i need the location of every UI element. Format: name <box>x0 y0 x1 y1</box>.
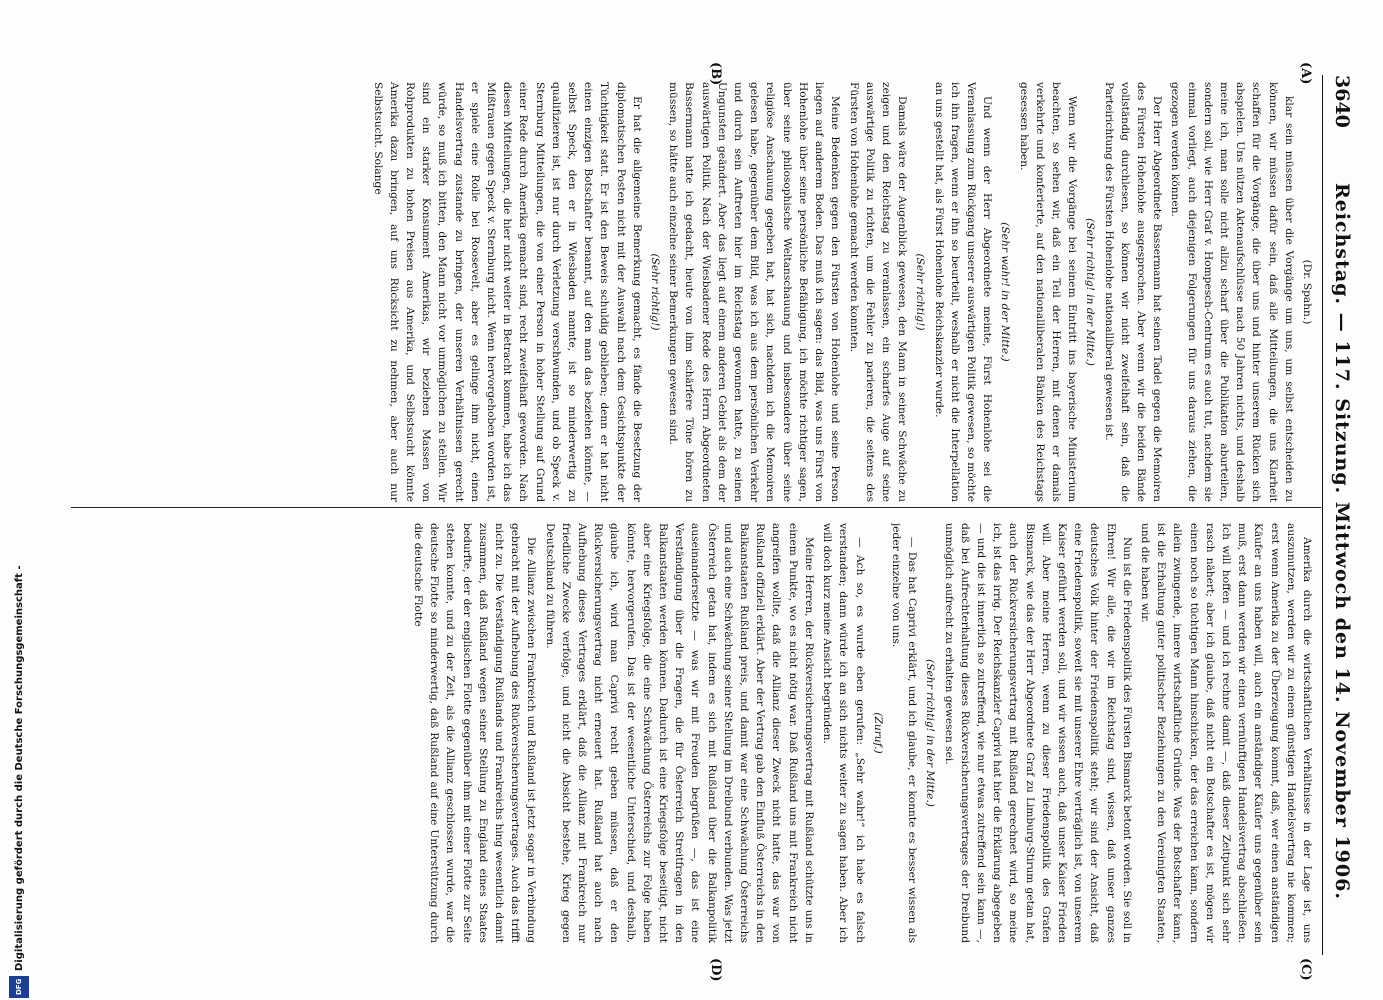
paragraph: Der Herr Abgeordnete Bassermann hat seinen Tadel gegen die Memoiren des Fürsten Hohenlohe ausgesprochen. Aber wenn wir die beiden Bände vollständig durchlesen, so können wir nicht zweifelhaft sein, daß die Parteirichtung des Fürsten Hohenlohe nationalliberal gewesen ist. <box>1102 82 1164 502</box>
paragraph: Und wenn der Herr Abgeordnete meinte, Fürst Hohenlohe sei die Veranlassung zum Rückgang unserer auswärtigen Politik gewesen, so möchte ich ihn fragen, wenn er ihn so beurteilt, weshalb er nicht die Interpellation an uns gestellt hat, als Fürst Hohenlohe Reichskanzler wurde. <box>932 82 994 502</box>
interjection: (Sehr wahr! in der Mitte.) <box>999 222 1012 362</box>
interjection: (Sehr richtig! in der Mitte.) <box>1084 218 1097 366</box>
paragraph: Die Allianz zwischen Frankreich und Rußland ist jetzt sogar in Verbindung gebracht mit der Aufhebung des Rückversicherungsvertrages. Auch das trifft nicht zu. Die Verständigung Rußlands und Frankreichs hing wesentlich damit zusammen, daß Rußland wegen seiner Stellung zu England eines Staates bedurfte, der der englischen Flotte gegenüber ihm mit einer Flotte zur Seite stehen konnte, und zu der Zeit, als die Allianz geschlossen wurde, war die deutsche Flotte so minderwertig, daß Rußland auf eine Unterstützung durch die deutsche Flotte <box>412 523 538 943</box>
credit-text: Digitalisierung gefördert durch die Deutsche Forschungsgemeinschaft - <box>14 565 25 971</box>
paragraph: — Ach so, es wurde eben gerufen: „Sehr wahr!“ ich habe es falsch verstanden; dann würde ich an sich nichts weiter zu sagen haben. Aber ich will doch kurz meine Ansicht begründen. <box>821 523 866 943</box>
paragraph: Meine Bedenken gegen den Fürsten von Hohenlohe und seine Person liegen auf anderem Boden. Das muß ich sagen: das Bild, was uns Fürst von Hohenlohe über seine persönliche Befähigung, ich möchte richtiger sagen, über seine philosophische Weltanschauung und insbesondere über seine religiöse Anschauung gegeben hat, hat sich, nachdem ich die Memoiren gelesen habe, gegenüber dem Bild, was ich aus dem persönlichen Verkehr und durch sein Auftreten hier im Reichstag gewonnen hatte, zu seinen Ungunsten geändert. Aber das liegt auf einem anderen Gebiet als dem der auswärtigen Politik. Nach der Wiesbadener Rede des Herrn Abgeordneten Bassermann hatte ich gedacht, heute von ihm schärfere Töne hören zu müssen, so hätte auch einzelne seiner Bemerkungen gewesen sind. <box>667 82 842 502</box>
dfg-logo: DFG <box>9 976 29 998</box>
page-number: 3640 <box>1331 75 1353 128</box>
paragraph: Wenn wir die Vorgänge bei seinem Eintritt ins bayerische Ministerium beachten, so sehen wir, daß ein Teil der Herren, mit denen er damals verkehrte und konferierte, auf den nationalliberalen Bänken des Reichstags gesessen haben. <box>1017 82 1079 502</box>
margin-letter-a: (A) <box>1298 62 1313 85</box>
interjection: (Zuruf.) <box>871 712 884 754</box>
right-column <box>75 523 1315 943</box>
interjection: (Sehr richtig! in der Mitte.) <box>924 659 937 807</box>
paragraph: Meine Herren, der Rückversicherungsvertrag mit Rußland schützte uns in einem Punkte, wo es nicht nötig war. Daß Rußland uns mit Frankreich nicht angreifen wollte, daß die Allianz dieser Zweck nicht hatte, das war von Rußland offiziell erklärt. Aber der Vertrag gab den Einfluß Österreichs in den Balkanstaaten Rußland preis, und damit war eine Schwächung Österreichs und auch eine Schwächung seiner Stellung im Dreibund verbunden. Was jetzt Österreich getan hat, indem es sich mit Rußland über die Balkanpolitik auseinandersetzte — was wir mit Freuden begrüßen —, das ist eine Verständigung über die Fragen, die für Österreich Streitfragen in den Balkanstaaten werden können. Dadurch ist eine Kriegsfolge beseitigt, nicht aber eine Kriegsfolge, die eine Schwächung Österreichs zur Folge haben könnte, hervorgerufen. Das ist der wesentliche Unterschied, und deshalb, glaube ich, wird man Caprivi recht geben müssen, daß er den Rückversicherungsvertrag nicht erneuert hat. Rußland hat auch nach Aufhebung dieses Vertrages erklärt, daß die Allianz mit Frankreich nur friedliche Zwecke verfolge, und nicht die Absicht bestehe, Krieg gegen Deutschland zu führen. <box>543 523 815 943</box>
margin-letter-d: (D) <box>708 958 723 982</box>
interjection: (Sehr richtig!) <box>649 253 662 331</box>
paragraph: klar sein müssen über die Vorgänge um uns, um selbst entscheiden zu können, wir müssen dafür sein, daß alle Mitteilungen, die uns Klarheit schaffen für die Vorgänge, die über uns und hinter unserem Rücken sich abspielen. Uns nützen Aktenaufschlüsse nach 50 Jahren nichts, und deshalb meine ich, man solle nicht allzu scharf über die Publikation aburteilen, sondern soll, wie Herr Graf v. Hompesch-Centrum es auch tut, nachdem sie einmal vorliegt, auch diejenigen Folgerungen für uns daraus ziehen, die gezogen werden können. <box>1169 82 1295 502</box>
page-header <box>1322 75 1361 955</box>
paragraph: Er hat die allgemeine Bemerkung gemacht, es fände die Besetzung der diplomatischen Posten nicht mit der Auswahl nach dem Gesichtspunkte der Tüchtigkeit statt. Er ist den Beweis schuldig geblieben; denn er hat nicht einen einzigen Botschafter benannt, auf den man das beziehen könnte, — selbst Speck, den er in Wiesbaden nannte, ist so minderwertig zu qualifizieren ist, ist nur durch Verletzung verschwunden, und ob Speck v. Sternburg Mitteilungen, die von einer Person in hoher Stellung auf Grund einer Rede durch Amerika gemacht sind, recht zweifelhaft geworden. Nach diesen Mitteilungen, die hier nicht weiter in Betracht kommen, habe ich das Mißtrauen gegen Speck v. Sternburg nicht. Wenn hervorgehoben worden ist, er spiele eine Rolle bei Roosevelt, aber es gelinge ihm nicht, einen Handelsvertrag zustande zu bringen, der unseren Verhältnissen gerecht würde, so muß ich bitten, den Mann nicht vor unmöglichen zu stellen. Wir sind ein starker Konsument Amerikas, wir beziehen Massen von Rohprodukten zu hohen Preisen aus Amerika, und Selbstsucht könnte Amerika dazu bringen, auf uns Rücksicht zu nehmen, aber auch nur Selbstsucht. Solange <box>371 82 643 502</box>
digitization-credit <box>8 565 38 996</box>
running-title: Reichstag. — 117. Sitzung. Mittwoch den 14. November 1906. <box>1331 182 1353 900</box>
paragraph: — Das hat Caprivi erklärt, und ich glaube, er konnte es besser wissen als jeder einzelne von uns. <box>889 523 919 943</box>
paragraph: Amerika durch die wirtschaftlichen Verhältnisse in der Lage ist, uns auszunutzen, werden wir zu einem günstigen Handelsvertrag nie kommen; erst wenn Amerika zu der Überzeugung kommt, daß, wer einen anständigen Käufer an uns haben will, auch ein anständiger Käufer uns gegenüber sein muß, erst dann werden wir einen vernünftigen Handelsvertrag abschließen. Ich will hoffen — und ich rechne damit —, daß dieser Zeitpunkt sich sehr rasch nähert; aber ich glaube, daß nicht ein Botschafter es ist, mögen wir einen noch so tüchtigen Mann hinschicken, der das erreichen kann, sondern allein zwingende, innere wirtschaftliche Gründe. Was der Botschafter kann, ist die Erhaltung guter politischer Beziehungen zu den Vereinigten Staaten, und die haben wir. <box>1138 523 1313 943</box>
speaker-label: (Dr. Spahn.) <box>1301 259 1313 325</box>
interjection: (Sehr richtig!) <box>914 253 927 331</box>
column-divider <box>71 507 1321 508</box>
left-column <box>75 82 1315 502</box>
paragraph: Damals wäre der Augenblick gewesen, den Mann in seiner Schwäche zu zeigen und den Reichstag zu veranlassen, ein scharfes Auge auf seine auswärtige Politik zu richten, um die Fehler zu parieren, die seitens des Fürsten von Hohenlohe gemacht werden konnten. <box>847 82 909 502</box>
margin-letter-b: (B) <box>708 62 723 86</box>
paragraph: Nun ist die Friedenspolitik des Fürsten Bismarck betont worden. Sie soll in Ehren! Wir alle, die wir im Reichstag sind, wissen, daß unser ganzes deutsches Volk hinter der Friedenspolitik steht; wir sind der Ansicht, daß eine Friedenspolitik, soweit sie mit unserer Ehre verträglich ist, von unserem Kaiser geführt werden soll, und wir wissen auch, daß unser Kaiser Frieden will. Aber meine Herren, wenn zu dieser Friedenspolitik des Grafen Bismarck, wie das der Herr Abgeordnete Graf zu Limburg-Stirum getan hat, auch der Rückversicherungsvertrag mit Rußland gerechnet wird, so meine ich, ist das irrig. Der Reichskanzler Caprivi hat hier die Erklärung abgegeben — und die ist innerlich so zutreffend, wie nur etwas zutreffend sein kann —, daß bei Aufrechterhaltung dieses Rückversicherungsvertrages der Dreibund unmöglich aufrecht zu erhalten gewesen sei. <box>942 523 1133 943</box>
margin-letter-c: (C) <box>1298 958 1313 981</box>
